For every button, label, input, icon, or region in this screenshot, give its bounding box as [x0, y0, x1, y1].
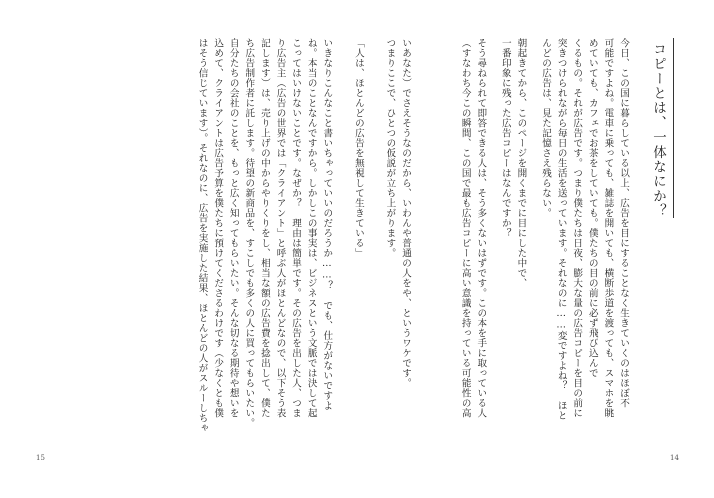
text-line: 込めて、クライアントは広告予算を僕たちに預けてくださるわけです（少なくとも僕	[212, 38, 224, 418]
text-line: 自分たちの会社のことを、もっと広く知ってもらいたい。そんな切なる期待や想いを	[227, 38, 239, 418]
text-line: こってはいけないことです。なぜか？ 理由は簡単です。その広告を出した人、つま	[290, 38, 302, 418]
text-line: 記します）は、売り上げの中からやりくりをし、相当な額の広告費を捻出して、僕た	[258, 38, 270, 418]
text-line: 朝起きてから、このページを開くまでに目にした中で、	[515, 38, 527, 288]
text-columns	[194, 38, 674, 433]
text-line: つまりここで、ひとつの仮説が立ち上がります。	[384, 38, 396, 258]
text-line: 可能ですよね。電車に乗っても、雑誌を開いても、横断歩道を渡っても、スマホを眺	[602, 38, 614, 418]
text-line: 一番印象に残った広告コピーはなんですか？	[499, 38, 511, 238]
text-line: （すなわち今この瞬間、この国で最も広告コピーに高い意識を持っている可能性の高	[459, 38, 471, 418]
text-line: いあなた）でさえそうなのだから、いわんや普通の人をや、というワケです。	[400, 38, 412, 388]
text-line: ね。本当のことなんですから。しかしこの事実は、ビジネスという文脈では決して起	[305, 38, 317, 418]
text-line: り広告主（広告の世界では「クライアント」と呼ぶ人がほとんどなので、以下そう表	[274, 38, 286, 418]
page-title: コピーとは、一体なにか？	[645, 38, 674, 218]
text-line: めていても、カフェでお茶をしていても。僕たちの目の前に必ず飛び込んで	[586, 38, 598, 378]
text-line: はそう信じています）。それなのに、広告を実施した結果、ほとんどの人がスルーしちゃ	[196, 38, 208, 434]
page-number-left: 15	[36, 454, 45, 462]
quote-line: 「人は、ほとんどの広告を無視して生きている」	[352, 38, 364, 258]
text-line: いきなりこんなこと書いちゃっていいのだろうか……？ でも、仕方がないですよ	[321, 38, 333, 411]
text-line: んどの広告は、見た記憶さえ残らない。	[540, 38, 552, 218]
text-line: ち広告制作者に託します。待望の新商品を、すこしでも多くの人に買ってもらいたい。	[243, 38, 255, 428]
text-line: 今日、この国に暮らしている以上、広告を目にすることなく生きていくのはほぼ不	[618, 38, 629, 408]
text-line: 突きつけられながら毎日の生活を送っています。それなのに……変ですよね？ ほと	[555, 38, 567, 421]
text-line: そう尋ねられて即答できる人は、そう多くないはずです。この本を手に取っている人	[475, 38, 487, 418]
page-number-right: 14	[670, 454, 679, 462]
text-line: くるもの。それが広告です。つまり僕たちは日夜、膨大な量の広告コピーを目の前に	[571, 38, 583, 418]
